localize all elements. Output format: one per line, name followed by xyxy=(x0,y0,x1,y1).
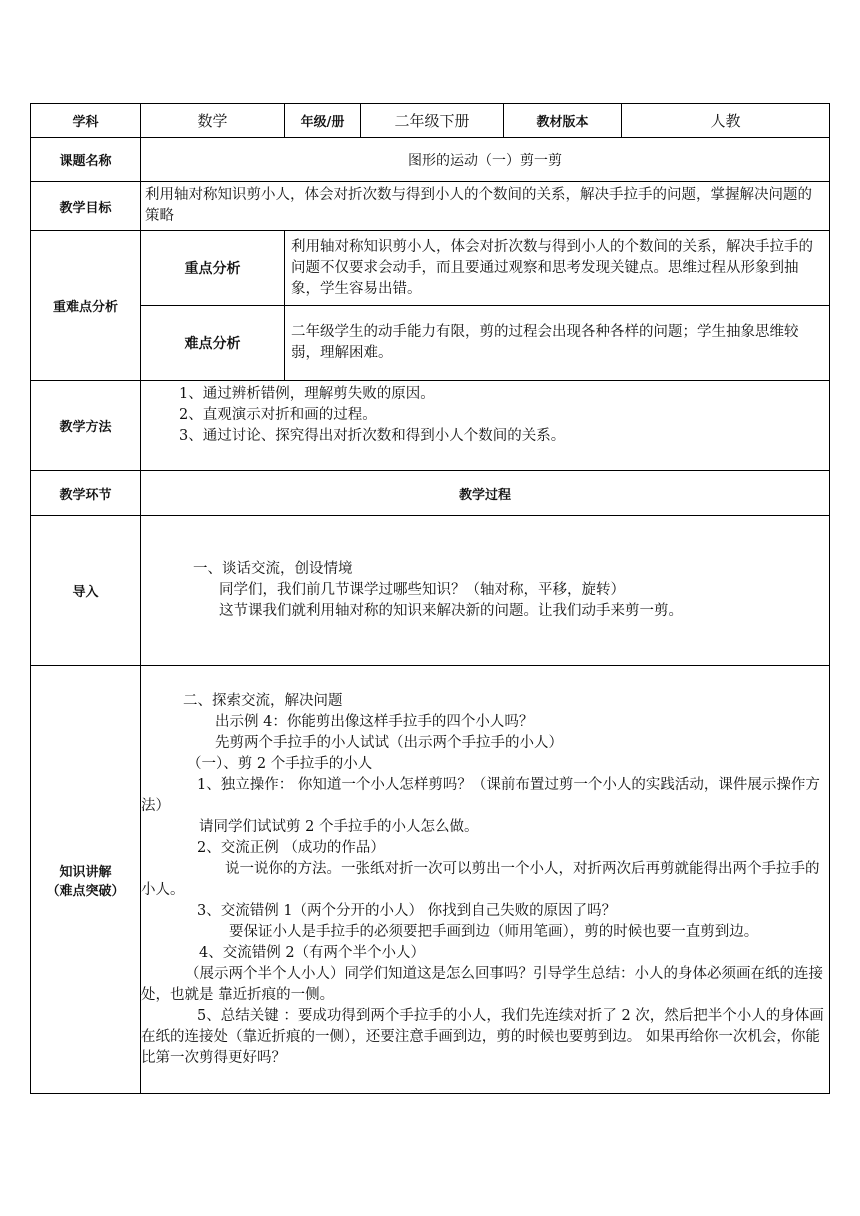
key-point-label: 重点分析 xyxy=(141,231,285,306)
goal-label: 教学目标 xyxy=(31,182,141,231)
paragraph: 请同学们试试剪 2 个手拉手的小人怎么做。 xyxy=(199,818,479,835)
paragraph: （展示两个半个人小人）同学们知道这是怎么回事吗？引导学生总结：小人的身体必须画在纸的连接处，也就是 靠近折痕的一侧。 xyxy=(141,965,823,1003)
intro-label: 导入 xyxy=(31,516,141,666)
methods-row xyxy=(31,381,830,471)
grade-label: 年级/册 xyxy=(285,104,361,138)
intro-line: 这节课我们就利用轴对称的知识来解决新的问题。让我们动手来剪一剪。 xyxy=(219,603,683,619)
sub-heading: （一）、剪 2 个手拉手的小人 xyxy=(187,755,373,772)
intro-heading: 一、谈话交流，创设情境 xyxy=(193,561,353,577)
difficult-point-label: 难点分析 xyxy=(141,306,285,381)
methods-list xyxy=(141,381,830,471)
method-item: 1、通过辨析错例，理解剪失败的原因。 xyxy=(179,386,435,402)
section-heading: 二、探索交流，解决问题 xyxy=(183,692,343,709)
topic-row xyxy=(31,138,830,182)
difficult-point-text: 二年级学生的动手能力有限，剪的过程会出现各种各样的问题；学生抽象思维较弱，理解困难。 xyxy=(285,306,830,381)
process-stage-label: 教学环节 xyxy=(31,471,141,516)
knowledge-label xyxy=(31,666,141,1094)
paragraph: 出示例 4：你能剪出像这样手拉手的四个小人吗？ xyxy=(215,713,534,730)
intro-body xyxy=(141,516,830,666)
subject-value: 数学 xyxy=(141,104,285,138)
methods-label: 教学方法 xyxy=(31,381,141,471)
analysis-label: 重难点分析 xyxy=(31,231,141,381)
paragraph: 先剪两个手拉手的小人试试（出示两个手拉手的小人） xyxy=(215,734,563,751)
topic-value: 图形的运动（一）剪一剪 xyxy=(141,138,830,182)
header-row xyxy=(31,104,830,138)
intro-row xyxy=(31,516,830,666)
knowledge-row xyxy=(31,666,830,1094)
goal-value: 利用轴对称知识剪小人，体会对折次数与得到小人的个数间的关系，解决手拉手的问题，掌握解决问题的策略 xyxy=(141,182,830,231)
paragraph: 5、总结关键 ：要成功得到两个手拉手的小人，我们先连续对折了 2 次，然后把半个小人的身体画在纸的连接处（靠近折痕的一侧），还要注意手画到边，剪的时候也要剪到边。 如果再给你一次机会，你能比第一次剪得更好吗？ xyxy=(141,1007,824,1066)
key-point-text: 利用轴对称知识剪小人，体会对折次数与得到小人的个数间的关系，解决手拉手的问题不仅要求会动手，而且要通过观察和思考发现关键点。思维过程从形象到抽象，学生容易出错。 xyxy=(285,231,830,306)
method-item: 3、通过讨论、探究得出对折次数和得到小人个数间的关系。 xyxy=(179,428,566,444)
process-header-row xyxy=(31,471,830,516)
intro-line: 同学们，我们前几节课学过哪些知识？（轴对称，平移，旋转） xyxy=(219,582,625,598)
knowledge-body xyxy=(141,666,830,1094)
lesson-plan-table xyxy=(30,103,830,1094)
paragraph: 4、交流错例 2（有两个半个小人） xyxy=(199,944,426,961)
paragraph: 2、交流正例 （成功的作品） xyxy=(197,839,385,856)
paragraph: 3、交流错例 1（两个分开的小人） 你找到自己失败的原因了吗？ xyxy=(197,902,617,919)
method-item: 2、直观演示对折和画的过程。 xyxy=(179,407,377,423)
paragraph: 说一说你的方法。一张纸对折一次可以剪出一个小人，对折两次后再剪就能得出两个手拉手的小人。 xyxy=(141,860,820,898)
paragraph: 要保证小人是手拉手的必须要把手画到边（师用笔画），剪的时候也要一直剪到边。 xyxy=(229,923,759,940)
edition-value: 人教 xyxy=(622,104,830,138)
paragraph: 1、独立操作： 你知道一个小人怎样剪吗？（课前布置过剪一个小人的实践活动，课件展示操作方法） xyxy=(141,776,820,814)
key-point-row xyxy=(31,231,830,306)
subject-label: 学科 xyxy=(31,104,141,138)
knowledge-label-main: 知识讲解 xyxy=(59,864,112,880)
process-title: 教学过程 xyxy=(141,471,830,516)
knowledge-label-sub: （难点突破） xyxy=(46,883,125,899)
difficult-point-row xyxy=(31,306,830,381)
grade-value: 二年级下册 xyxy=(361,104,504,138)
goal-row xyxy=(31,182,830,231)
edition-label: 教材版本 xyxy=(504,104,622,138)
topic-label: 课题名称 xyxy=(31,138,141,182)
